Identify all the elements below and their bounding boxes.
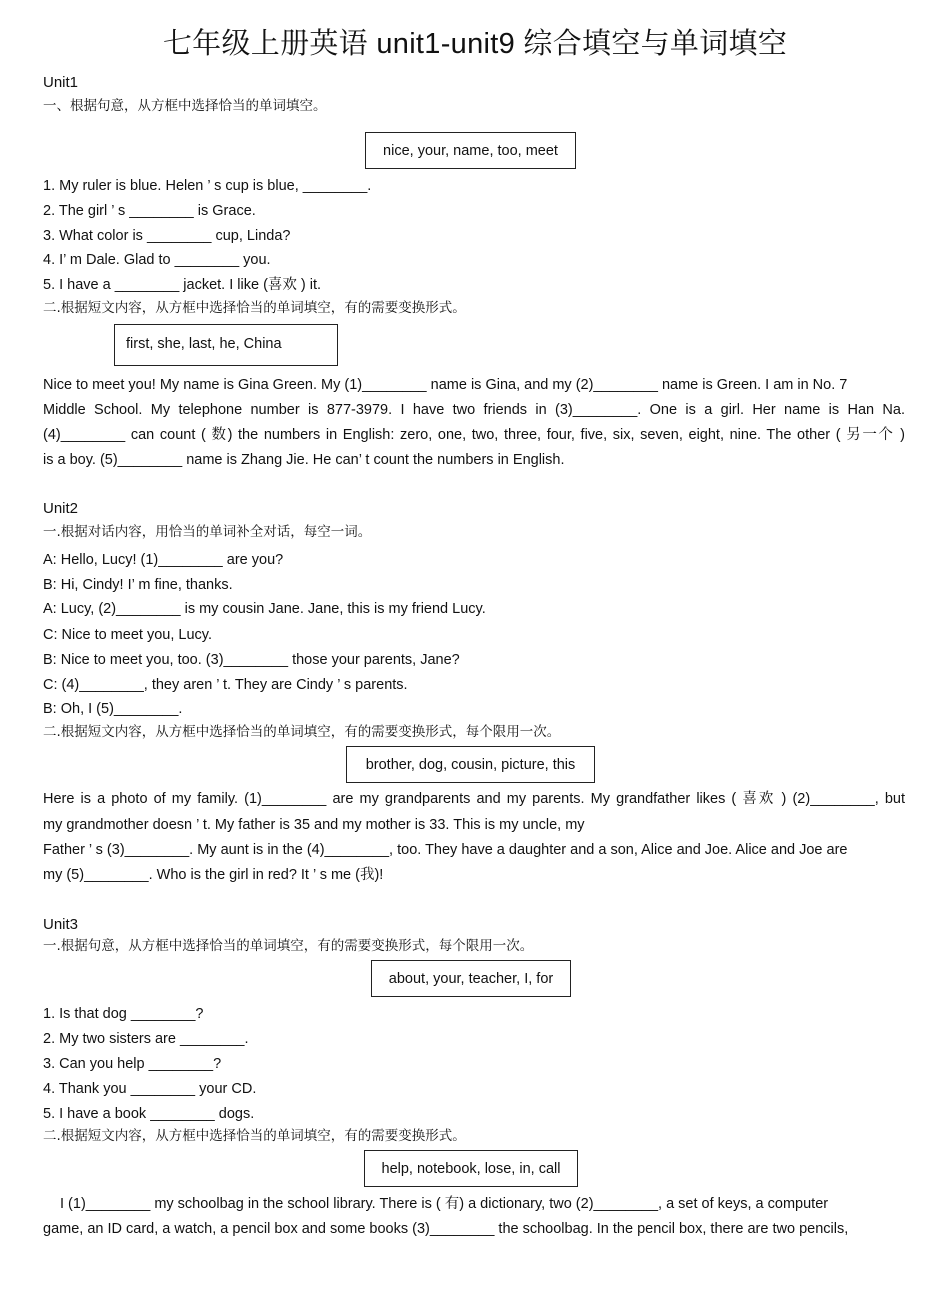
unit3-item-1: 1. Is that dog ________? [43,1006,204,1022]
unit2-passage-line: my (5)________. Who is the girl in red? It ’ s me (我)! [43,867,384,883]
page-title: 七年级上册英语 unit1-unit9 综合填空与单词填空 [162,28,788,60]
unit1-heading: Unit1 [43,74,79,91]
unit1-passage-line: (4)________ can count ( 数) the numbers in English: zero, one, two, three, four, five, six, seven, eight, nine. The other ( 另一个 ) [43,427,905,443]
unit3-word-box-2 [364,1150,578,1187]
unit2-dialog-line: B: Hi, Cindy! I’ m fine, thanks. [43,577,233,593]
unit1-part1-instruction: 一、根据句意，从方框中选择恰当的单词填空。 [43,98,327,114]
word-box-text: nice, your, name, too, meet [383,142,558,159]
unit2-dialog-line: C: Nice to meet you, Lucy. [43,627,212,643]
unit2-passage-line: Father ’ s (3)________. My aunt is in the (4)________, too. They have a daughter and a son, Alice and Joe. Alice and Joe are [43,842,848,858]
unit2-passage-line: Here is a photo of my family. (1)________ are my grandparents and my parents. My grandfather likes ( 喜欢 ) (2)________, but [43,791,905,807]
unit3-passage-line: game, an ID card, a watch, a pencil box and some books (3)________ the schoolbag. In the pencil box, there are two pencils, [43,1221,849,1237]
unit1-item-5: 5. I have a ________ jacket. I like (喜欢 ) it. [43,277,322,293]
unit1-passage-line: is a boy. (5)________ name is Zhang Jie. He can’ t count the numbers in English. [43,452,565,468]
word-box-text: brother, dog, cousin, picture, this [365,756,576,773]
unit2-dialog-line: A: Lucy, (2)________ is my cousin Jane. Jane, this is my friend Lucy. [43,601,486,617]
unit1-item-3: 3. What color is ________ cup, Linda? [43,228,291,244]
word-box-text: about, your, teacher, I, for [388,970,554,987]
unit1-part2-instruction: 二.根据短文内容，从方框中选择恰当的单词填空，有的需要变换形式。 [43,300,466,316]
unit2-passage-line: my grandmother doesn ’ t. My father is 35 and my mother is 33. This is my uncle, my [43,817,585,833]
unit3-heading: Unit3 [43,916,79,933]
unit1-item-2: 2. The girl ’ s ________ is Grace. [43,203,256,219]
unit1-item-4: 4. I’ m Dale. Glad to ________ you. [43,252,271,268]
unit2-dialog-line: B: Oh, I (5)________. [43,701,183,717]
unit1-word-box-1 [365,132,576,169]
unit3-item-5: 5. I have a book ________ dogs. [43,1106,255,1122]
unit2-word-box [346,746,595,783]
unit3-item-3: 3. Can you help ________? [43,1056,222,1072]
word-box-text: first, she, last, he, China [126,336,282,352]
unit3-item-2: 2. My two sisters are ________. [43,1031,249,1047]
unit1-passage-line: Nice to meet you! My name is Gina Green. My (1)________ name is Gina, and my (2)________ name is Green. I am in No. 7 [43,377,848,393]
unit1-word-box-2 [114,324,338,366]
unit3-passage-line: I (1)________ my schoolbag in the school library. There is ( 有) a dictionary, two (2)________, a set of keys, a computer [60,1196,829,1212]
unit2-dialog-line: C: (4)________, they aren ’ t. They are Cindy ’ s parents. [43,677,408,693]
unit2-dialog-line: B: Nice to meet you, too. (3)________ those your parents, Jane? [43,652,460,668]
unit3-word-box-1 [371,960,571,997]
unit2-part2-instruction: 二.根据短文内容，从方框中选择恰当的单词填空，有的需要变换形式，每个限用一次。 [43,724,561,740]
unit3-item-4: 4. Thank you ________ your CD. [43,1081,257,1097]
unit1-item-1: 1. My ruler is blue. Helen ’ s cup is blue, ________. [43,178,372,194]
unit2-heading: Unit2 [43,500,79,517]
unit2-part1-instruction: 一.根据对话内容，用恰当的单词补全对话，每空一词。 [43,524,372,540]
unit2-dialog-line: A: Hello, Lucy! (1)________ are you? [43,552,284,568]
unit3-part2-instruction: 二.根据短文内容，从方框中选择恰当的单词填空，有的需要变换形式。 [43,1128,466,1144]
word-box-text: help, notebook, lose, in, call [381,1160,561,1177]
unit1-passage-line: Middle School. My telephone number is 877-3979. I have two friends in (3)________. One is a girl. Her name is Han Na. [43,402,905,418]
unit3-part1-instruction: 一.根据句意，从方框中选择恰当的单词填空，有的需要变换形式，每个限用一次。 [43,938,534,954]
